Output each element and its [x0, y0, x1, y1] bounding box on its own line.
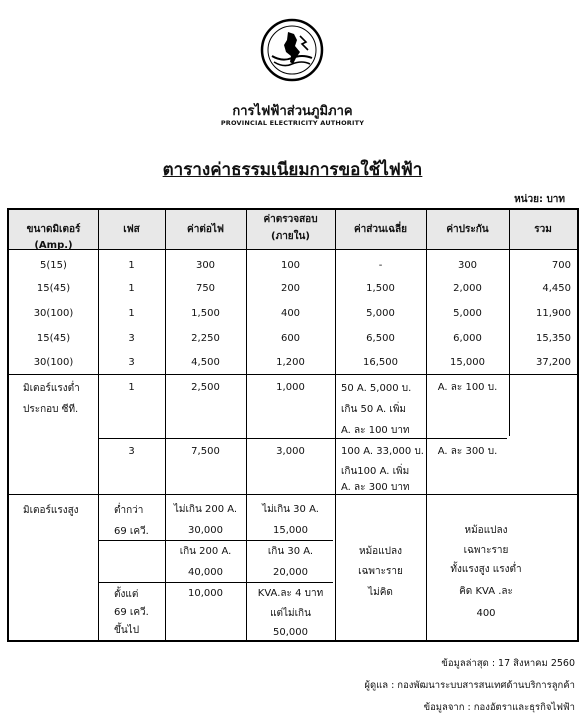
cell-shared: 1,500 [366, 283, 395, 294]
cell-shared: 16,500 [363, 357, 398, 368]
hv-insp-a-val: 15,000 [273, 525, 308, 536]
cell-connection: 300 [195, 260, 216, 271]
cell-phase: 1 [128, 283, 135, 294]
lv-ct-phase-3: 3 [128, 446, 135, 457]
cell-inspection: 600 [280, 333, 301, 344]
hv-shared-3: ไม่คิด [368, 587, 393, 598]
org-name-thai: การไฟฟ้าส่วนภูมิภาค [232, 104, 353, 119]
lv-ct-shared-3a: 100 A. 33,000 บ. [341, 446, 424, 457]
cell-deposit: 300 [457, 260, 478, 271]
lv-ct-shared-3b: เกิน100 A. เพิ่ม [341, 466, 410, 477]
header-shared: ค่าส่วนเฉลี่ย [353, 224, 408, 235]
cell-size: 30(100) [33, 308, 74, 319]
hv-deposit-2: เฉพาะราย [463, 545, 509, 556]
cell-shared: - [378, 260, 383, 271]
header-total: รวม [534, 224, 552, 235]
cell-size: 15(45) [36, 333, 71, 344]
hv-insp-c: KVA.ละ 4 บาท [257, 588, 324, 599]
hv-conn-c: 10,000 [188, 588, 223, 599]
hv-insp-b-val: 20,000 [273, 567, 308, 578]
header-phase: เฟส [123, 224, 140, 235]
cell-phase: 3 [128, 333, 135, 344]
hv-conn-a-val: 30,000 [188, 525, 223, 536]
hv-conn-b-val: 40,000 [188, 567, 223, 578]
cell-connection: 4,500 [191, 357, 220, 368]
lv-ct-deposit-3: A. ละ 300 บ. [437, 446, 498, 457]
cell-inspection: 100 [280, 260, 301, 271]
hv-insp-b: เกิน 30 A. [267, 546, 314, 557]
cell-connection: 750 [195, 283, 216, 294]
footer-source: ข้อมูลจาก : กองอัตราและธุรกิจไฟฟ้า [423, 702, 575, 713]
cell-shared: 5,000 [366, 308, 395, 319]
cell-shared: 6,500 [366, 333, 395, 344]
header-inspection: ค่าตรวจสอบ [263, 214, 318, 225]
hv-insp-c-val: 50,000 [273, 627, 308, 638]
cell-size: 15(45) [36, 283, 71, 294]
lv-ct-connection-1: 2,500 [191, 382, 220, 393]
cell-size: 30(100) [33, 357, 74, 368]
hv-over-69kv: ตั้งแต่ [114, 589, 139, 600]
hv-under-69kv: ต่ำกว่า [114, 505, 144, 516]
cell-total: 15,350 [536, 333, 571, 344]
header-inspection-sub: (ภายใน) [271, 231, 310, 242]
cell-total: 700 [551, 260, 571, 271]
hv-conn-a: ไม่เกิน 200 A. [173, 504, 238, 515]
header-connection: ค่าต่อไฟ [187, 224, 224, 235]
unit-label: หน่วย: บาท [514, 194, 565, 205]
cell-total: 37,200 [536, 357, 571, 368]
hv-over-69kv-2: 69 เควี. [114, 607, 149, 618]
lv-ct-label-2: ประกอบ ซีที. [23, 404, 79, 415]
cell-deposit: 15,000 [450, 357, 485, 368]
cell-connection: 1,500 [191, 308, 220, 319]
hv-deposit-1: หม้อแปลง [464, 525, 508, 536]
lv-ct-connection-3: 7,500 [191, 446, 220, 457]
lv-ct-inspection-3: 3,000 [276, 446, 305, 457]
footer-maintainer: ผู้ดูแล : กองพัฒนาระบบสารสนเทศด้านบริการลูกค้า [364, 680, 575, 691]
hv-label: มิเตอร์แรงสูง [23, 505, 79, 516]
hv-shared-2: เฉพาะราย [358, 566, 403, 577]
hv-insp-c-2: แต่ไม่เกิน [270, 608, 311, 619]
hv-deposit-4: คิด KVA .ละ [459, 586, 513, 597]
lv-ct-deposit-1: A. ละ 100 บ. [437, 382, 498, 393]
hv-insp-a: ไม่เกิน 30 A. [262, 504, 319, 515]
cell-connection: 2,250 [191, 333, 220, 344]
hv-under-69kv-2: 69 เควี. [114, 526, 149, 537]
fee-table [7, 208, 579, 642]
hv-deposit-3: ทั้งแรงสูง แรงต่ำ [450, 564, 522, 575]
lv-ct-phase-1: 1 [128, 382, 135, 393]
pea-emblem-icon [260, 18, 324, 82]
lv-ct-label: มิเตอร์แรงต่ำ [23, 383, 80, 394]
cell-inspection: 400 [280, 308, 301, 319]
org-name-english: PROVINCIAL ELECTRICITY AUTHORITY [220, 119, 365, 127]
header-meter-size: ขนาดมิเตอร์ (Amp.) [26, 224, 81, 251]
cell-phase: 1 [128, 260, 135, 271]
lv-ct-shared-1c: A. ละ 100 บาท [341, 425, 410, 436]
cell-total: 11,900 [536, 308, 571, 319]
cell-size: 5(15) [40, 260, 67, 271]
hv-shared-1: หม้อแปลง [359, 546, 402, 557]
lv-ct-shared-1a: 50 A. 5,000 บ. [341, 383, 412, 394]
footer-updated: ข้อมูลล่าสุด : 17 สิงหาคม 2560 [441, 658, 575, 669]
cell-deposit: 2,000 [453, 283, 482, 294]
header-deposit: ค่าประกัน [446, 224, 489, 235]
cell-phase: 1 [128, 308, 135, 319]
cell-deposit: 5,000 [453, 308, 482, 319]
cell-total: 4,450 [542, 283, 571, 294]
page-title: ตารางค่าธรรมเนียมการขอใช้ไฟฟ้า [162, 160, 423, 180]
cell-phase: 3 [128, 357, 135, 368]
hv-conn-b: เกิน 200 A. [179, 546, 232, 557]
hv-deposit-5: 400 [476, 608, 496, 619]
lv-ct-shared-3c: A. ละ 300 บาท [341, 482, 410, 493]
hv-over-69kv-3: ขึ้นไป [114, 625, 140, 636]
lv-ct-inspection-1: 1,000 [276, 382, 305, 393]
cell-inspection: 1,200 [276, 357, 305, 368]
cell-inspection: 200 [280, 283, 301, 294]
lv-ct-shared-1b: เกิน 50 A. เพิ่ม [341, 404, 407, 415]
cell-deposit: 6,000 [453, 333, 482, 344]
